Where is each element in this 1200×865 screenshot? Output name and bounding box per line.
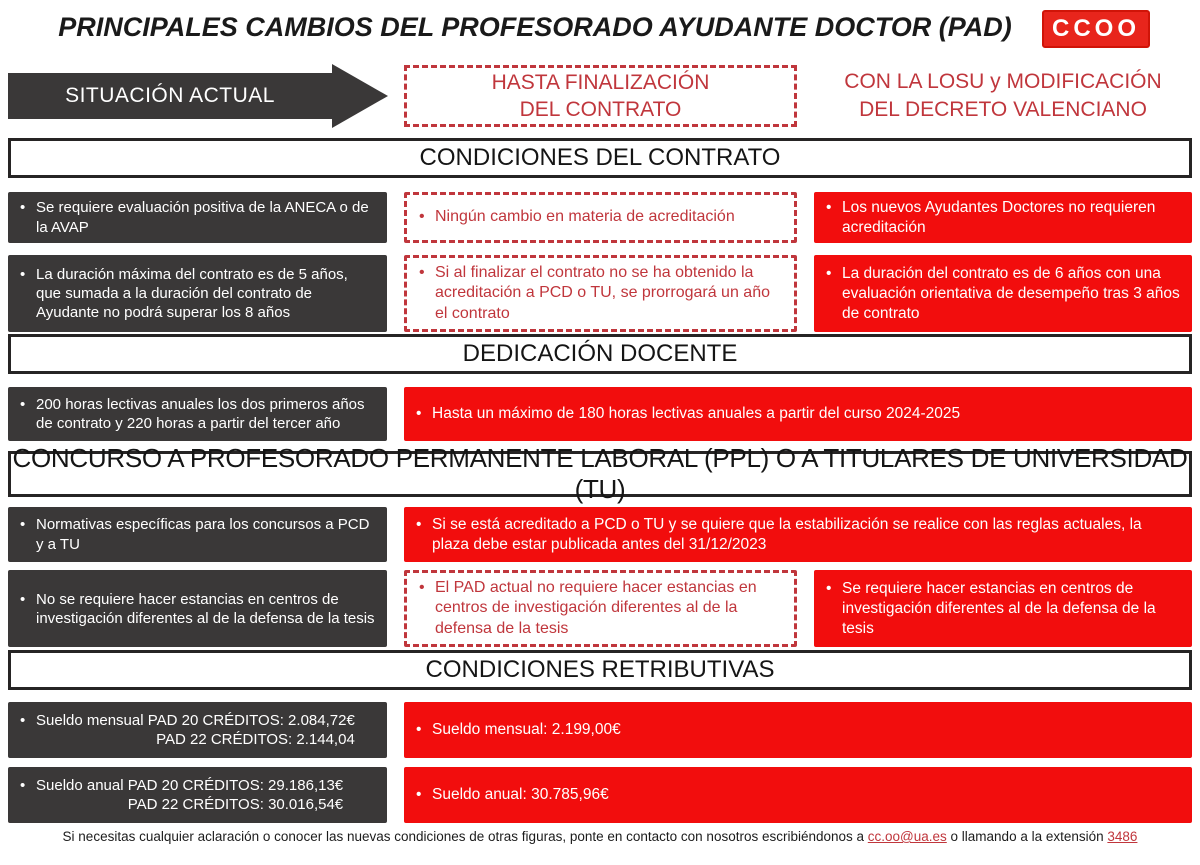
- until-header-line2: DEL CONTRATO: [519, 98, 682, 121]
- concurso-row-1: [8, 507, 1192, 562]
- cell-current: • 200 horas lectivas anuales los dos primeros años de contrato y 220 horas a partir del tercer año: [8, 387, 387, 441]
- cell-until: • Si al finalizar el contrato no se ha obtenido la acreditación a PCD o TU, se prorrogará un año el contrato: [404, 255, 797, 332]
- cell-current-salary-monthly: • Sueldo mensual PAD 20 CRÉDITOS: 2.084,72€ PAD 22 CRÉDITOS: 2.144,04: [8, 702, 387, 758]
- cell-losu: • Los nuevos Ayudantes Doctores no requieren acreditación: [814, 192, 1192, 243]
- cell-losu: • Se requiere hacer estancias en centros de investigación diferentes al de la defensa de la tesis: [814, 570, 1192, 647]
- section-header-docencia: [8, 334, 1192, 374]
- footer-text: Si necesitas cualquier aclaración o conocer las nuevas condiciones de otras figuras, ponte en contacto con nosotros escribiéndonos a: [62, 829, 868, 844]
- section-title: CONDICIONES DEL CONTRATO: [419, 144, 781, 171]
- section-title: CONCURSO A PROFESORADO PERMANENTE LABORAL (PPL) O A TITULARES DE UNIVERSIDAD (TU): [12, 443, 1188, 504]
- cell-change: • Hasta un máximo de 180 horas lectivas anuales a partir del curso 2024-2025: [404, 387, 1192, 441]
- cell-until: • El PAD actual no requiere hacer estancias en centros de investigación diferentes al de la defensa de la tesis: [404, 570, 797, 647]
- page-title: PRINCIPALES CAMBIOS DEL PROFESORADO AYUDANTE DOCTOR (PAD): [58, 12, 1012, 42]
- losu-header-line2: DEL DECRETO VALENCIANO: [859, 98, 1147, 121]
- cell-losu: • La duración del contrato es de 6 años con una evaluación orientativa de desempeño tras 3 años de contrato: [814, 255, 1192, 332]
- cell-current: • No se requiere hacer estancias en centros de investigación diferentes al de la defensa de la tesis: [8, 570, 387, 647]
- cell-current: • Normativas específicas para los concursos a PCD y a TU: [8, 507, 387, 562]
- ccoo-logo: [1042, 10, 1150, 48]
- footer-text: o llamando a la extensión: [946, 829, 1108, 844]
- cell-new-salary-monthly: • Sueldo mensual: 2.199,00€: [404, 702, 1192, 758]
- retributivas-row-1: [8, 702, 1192, 758]
- current-situation-label: SITUACIÓN ACTUAL: [65, 84, 275, 107]
- extension-link[interactable]: 3486: [1107, 829, 1138, 844]
- cell-change: • Si se está acreditado a PCD o TU y se quiere que la estabilización se realice con las reglas actuales, la plaza debe estar publicada antes del 31/12/2023: [404, 507, 1192, 562]
- until-contract-end-header: [404, 65, 797, 127]
- section-title: CONDICIONES RETRIBUTIVAS: [425, 656, 775, 683]
- docencia-row-1: [8, 387, 1192, 441]
- cell-until: • Ningún cambio en materia de acreditación: [404, 192, 797, 243]
- section-header-concurso: [8, 443, 1192, 504]
- ccoo-logo-text: CCOO: [1052, 15, 1140, 42]
- contrato-row-1: [8, 192, 1192, 243]
- current-situation-arrow: [8, 64, 387, 128]
- losu-header: [814, 68, 1192, 125]
- losu-header-line1: CON LA LOSU y MODIFICACIÓN: [844, 69, 1162, 93]
- retributivas-row-2: [8, 767, 1192, 823]
- until-header-line1: HASTA FINALIZACIÓN: [491, 70, 710, 94]
- arrow-body: [8, 73, 332, 119]
- footer-note: [8, 829, 1192, 844]
- section-title: DEDICACIÓN DOCENTE: [462, 340, 738, 367]
- email-link[interactable]: cc.oo@ua.es: [867, 829, 947, 844]
- arrow-head-icon: [332, 64, 388, 128]
- cell-current: • Se requiere evaluación positiva de la ANECA o de la AVAP: [8, 192, 387, 243]
- contrato-row-2: [8, 255, 1192, 328]
- column-headers: [8, 64, 1192, 128]
- title-bar: [8, 8, 1192, 56]
- section-header-retributivas: [8, 650, 1192, 690]
- section-header-contrato: [8, 138, 1192, 178]
- cell-new-salary-annual: • Sueldo anual: 30.785,96€: [404, 767, 1192, 823]
- cell-current: • La duración máxima del contrato es de 5 años, que sumada a la duración del contrato de Ayudante no podrá superar los 8 años: [8, 255, 387, 332]
- concurso-row-2: [8, 570, 1192, 644]
- cell-current-salary-annual: • Sueldo anual PAD 20 CRÉDITOS: 29.186,13€ PAD 22 CRÉDITOS: 30.016,54€: [8, 767, 387, 823]
